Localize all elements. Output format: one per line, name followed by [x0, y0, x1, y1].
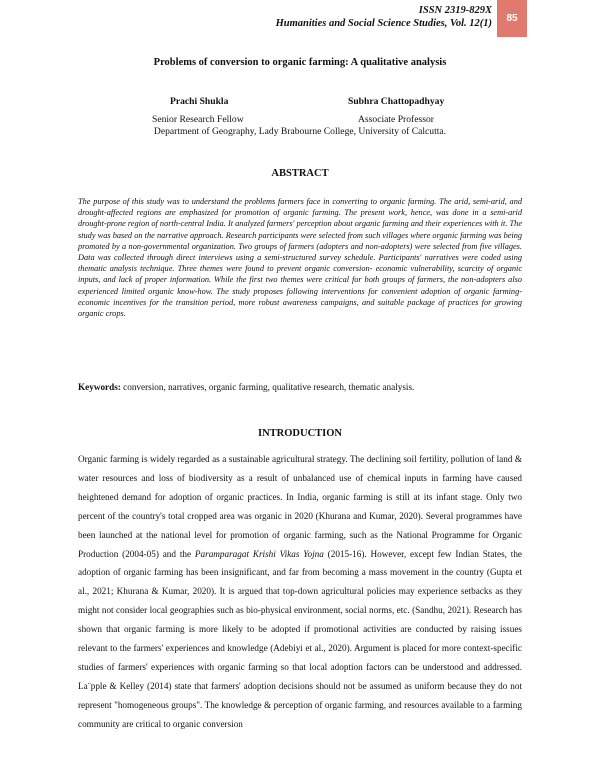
intro-scheme-name: Paramparagat Krishi Vikas Yojna [194, 548, 324, 559]
intro-text-part1: Organic farming is widely regarded as a sustainable agricultural strategy. The declining soil fertility, pollution of land & water resources and loss of biodiversity as a result of unbalanced use of chemical inputs in farming have caused heightened demand for adoption of organic practices. In India, organic farming is still at its infant stage. Only two percent of the country's total cropped area was organic in 2020 (Khurana and Kumar, 2020). Several programmes have been launched at the national level for promotion of organic farming, such as the National Programme for Organic Production (2004-05) and the [78, 454, 522, 559]
author-role-1: Senior Research Fellow [152, 114, 244, 125]
author-affiliation: Department of Geography, Lady Brabourne College, University of Calcutta. [153, 126, 447, 137]
keywords-text: conversion, narratives, organic farming, qualitative research, thematic analysis. [120, 382, 415, 392]
keywords-label: Keywords: [78, 382, 121, 392]
paper-title: Problems of conversion to organic farming: A qualitative analysis [153, 57, 447, 68]
page-number: 85 [506, 13, 518, 24]
introduction-heading: INTRODUCTION [257, 428, 342, 439]
abstract-heading: ABSTRACT [271, 168, 329, 179]
author-name-1: Prachi Shukla [170, 96, 229, 107]
author-name-2: Subhra Chattopadhyay [348, 96, 445, 107]
page-number-badge [497, 0, 527, 37]
keywords-line [78, 382, 522, 392]
intro-text-part2: (2015-16). However, except few Indian States, the adoption of organic farming has been insignificant, and far from becoming a mass movement in the country (Gupta et al., 2021; Khurana & Kumar, 2020). It is argued that top-down agricultural policies may experience setbacks as they might not consider local geographies such as bio-physical environment, social norms, etc. (Sandhu, 2021). Research has shown that organic farming is more likely to be adopted if promotional activities are conducted by raising issues relevant to the farmers' experiences and knowledge (Adebiyi et al., 2020). Argument is placed for more context-specific studies of farmers' experiences with organic farming so that local adoption factors can be understood and addressed. La¨pple & Kelley (2014) state that farmers' adoption decisions should not be assumed as uniform because they do not represent "homogeneous groups". The knowledge & perception of organic farming, and resources available to a farming community are critical to organic conversion [78, 548, 522, 729]
abstract-text: The purpose of this study was to understand the problems farmers face in converting to organic farming. The arid, semi-arid, and drought-affected regions are emphasized for promotion of organic farming. The present work, hence, was done in a semi-arid drought-prone region of north-central India. It analyzed farmers' perception about organic farming and their experiences with it. The study was based on the narrative approach. Research participants were selected from such villages where organic farming was being promoted by a non-governmental organization. Two groups of farmers (adopters and non-adopters) were selected from five villages. Data was collected through direct interviews using a semi-structured survey schedule. Participants' narratives were coded using thematic analysis technique. Three themes were found to prevent organic conversion- economic vulnerability, scarcity of organic inputs, and lack of proper information. While the first two themes were critical for both groups of farmers, the non-adopters also experienced limited organic know-how. The study proposes following interventions for convenient adoption of organic farming- economic incentives for the transition period, more robust awareness campaigns, and suitable package of practices for growing organic crops. [78, 197, 522, 319]
issn-text: ISSN 2319-829X [418, 5, 492, 16]
author-role-2: Associate Professor [358, 114, 434, 125]
journal-title: Humanities and Social Science Studies, Vol. 12(1) [275, 18, 492, 29]
journal-header [276, 4, 492, 30]
introduction-paragraph [78, 450, 522, 734]
